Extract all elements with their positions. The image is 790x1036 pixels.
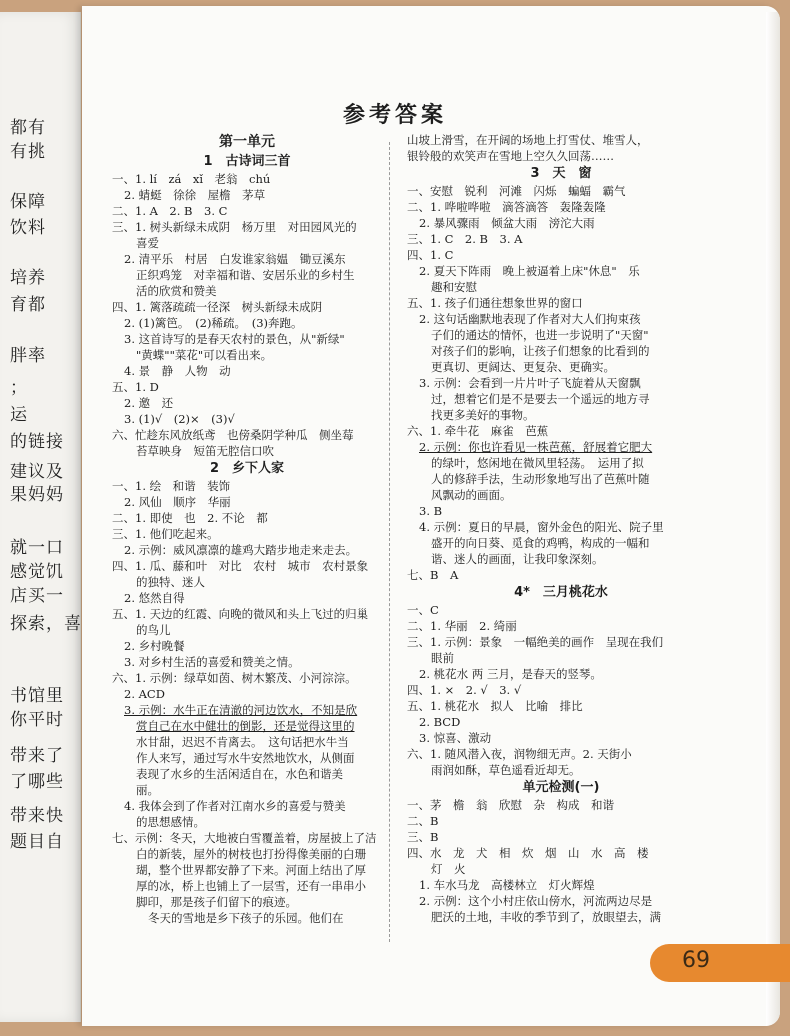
section-heading: 1 古诗词三首 [203,154,291,169]
answer-line: 雨润如酥，草色遥看近却无。 [431,763,581,777]
answer-line: 2. 邀 还 [124,396,174,410]
answer-line: 七、示例：冬天，大地被白雪覆盖着，房屋披上了洁 [112,831,377,845]
answer-line: 二、1. 即使 也 2. 不论 都 [112,511,268,525]
answer-line: 赏自己在水中健壮的倒影，还是觉得这里的 [136,719,355,733]
answer-line: 2. BCD [419,715,461,729]
answer-line: 的鸟儿 [136,623,171,637]
answer-line: 2. 暴风骤雨 倾盆大雨 滂沱大雨 [419,216,595,230]
previous-page-fragment: 你平时 [10,710,64,730]
answer-line: 一、1. 绘 和谐 装饰 [112,479,231,493]
section-heading: 2 乡下人家 [209,461,285,476]
previous-page-fragment: 胖率 [10,346,46,366]
answer-line: 谐、迷人的画面，让我印象深刻。 [431,552,604,566]
answer-line: 一、1. lí zá xǐ 老翁 chú [112,172,271,186]
previous-page-edge [0,12,81,1022]
answer-line: 五、1. D [112,380,159,394]
answer-line: 对孩子们的影响，让孩子们想象的比看到的 [431,344,650,358]
answer-line: 盛开的向日葵、觅食的鸡鸭，构成的一幅和 [431,536,650,550]
previous-page-fragment: 书馆里 [10,686,64,706]
answer-line: 三、B [407,830,439,844]
answer-line: 2. 示例：你也许看见一株芭蕉，舒展着它肥大 [419,440,653,454]
section-heading: 3 天 窗 [530,166,592,181]
answer-line: 2. 乡村晚餐 [124,639,185,653]
answer-line: 趣和安慰 [431,280,477,294]
previous-page-fragment: 培养 [10,268,46,288]
answer-line: 六、1. 牵牛花 麻雀 芭蕉 [407,424,549,438]
answer-line: 厚的冰，桥上也铺上了一层雪，还有一串串小 [136,879,366,893]
answer-line: 二、B [407,814,439,828]
previous-page-fragment: 建议及 [10,462,64,482]
answer-line: 2. 示例：威风凛凛的雄鸡大踏步地走来走去。 [124,543,358,557]
answer-line: 六、1. 示例：绿草如茵、树木繁茂、小河淙淙。 [112,671,357,685]
answer-line: 3. 这首诗写的是春天农村的景色，从"新绿" [124,332,345,346]
answer-line: 一、安慰 锐利 河滩 闪烁 蝙蝠 霸气 [407,184,626,198]
answer-line: 四、1. × 2. √ 3. √ [407,683,522,697]
answer-line: 1. 车水马龙 高楼林立 灯火辉煌 [419,878,595,892]
answer-line: 五、1. 桃花水 拟人 比喻 排比 [407,699,583,713]
answer-line: 2. 悠然自得 [124,591,185,605]
column-divider [389,142,390,942]
answer-line: 四、水 龙 犬 相 炊 烟 山 水 高 楼 [407,846,649,860]
answer-line: 2. 桃花水 两 三月，是春天的竖琴。 [419,667,602,681]
answer-line: 六、1. 随风潜入夜，润物细无声。2. 天街小 [407,747,632,761]
answer-line: 活的欣赏和赞美 [136,284,217,298]
answer-line: 3. 惊喜、激动 [419,731,492,745]
answer-line: 2. 这句话幽默地表现了作者对大人们拘束孩 [419,312,641,326]
answer-line: 肥沃的土地，丰收的季节到了，放眼望去，满 [431,910,661,924]
previous-page-fragment: 感觉饥 [10,562,64,582]
previous-page-fragment: 果妈妈 [10,485,64,505]
answer-line: "黄蝶""菜花"可以看出来。 [136,348,273,362]
answer-line: 灯 火 [431,862,466,876]
answer-line: 水甘甜，迟迟不肯离去。 这句话把水牛当 [136,735,349,749]
answer-line: 冬天的雪地是乡下孩子的乐园。他们在 [148,911,344,925]
answer-line: 一、C [407,603,439,617]
page-number: 69 [682,948,710,973]
previous-page-fragment: 运 [10,405,28,425]
answer-line: 表现了水乡的生活闲适自在，水色和谐美 [136,767,343,781]
answer-line: 2. (1)篱笆。 (2)稀疏。 (3)奔跑。 [124,316,303,330]
page-number-tab [650,944,790,982]
answer-line: 瑚，整个世界都安静了下来。河面上结出了厚 [136,863,366,877]
answer-line: 二、1. A 2. B 3. C [112,204,228,218]
answer-line: 的思想感情。 [136,815,205,829]
answer-line: 白的新装，屋外的树枝也打扮得像美丽的白珊 [136,847,366,861]
previous-page-fragment: 探索，喜 [10,614,82,634]
section-heading: 第一单元 [219,134,275,150]
page-edge-shadow [766,12,780,1026]
answer-line: 四、1. C [407,248,454,262]
answer-line: 子们的通达的情怀，也进一步说明了"天窗" [431,328,649,342]
answer-line: 2. 示例：这个小村庄依山傍水，河流两边尽是 [419,894,653,908]
previous-page-fragment: 就一口 [10,538,64,558]
answer-line: 4. 我体会到了作者对江南水乡的喜爱与赞美 [124,799,346,813]
answer-line: 2. 夏天下阵雨 晚上被逼着上床"休息" 乐 [419,264,640,278]
answer-line: 银铃般的欢笑声在雪地上空久久回荡…… [407,149,614,163]
previous-page-fragment: 的链接 [10,432,64,452]
previous-page-fragment: 题目自 [10,832,64,852]
answer-line: 更真切、更阔达、更复杂、更确实。 [431,360,615,374]
previous-page-fragment: 店买一 [10,586,64,606]
answer-line: 三、1. 他们吃起来。 [112,527,219,541]
previous-page-fragment: 带来了 [10,746,64,766]
answer-line: 二、1. 华丽 2. 绮丽 [407,619,517,633]
answer-line: 2. 蜻蜓 徐徐 屋檐 茅草 [124,188,266,202]
answer-line: 四、1. 瓜、藤和叶 对比 农村 城市 农村景象 [112,559,369,573]
previous-page-fragment: 都有 [10,118,46,138]
answer-line: 3. B [419,504,443,518]
previous-page-fragment: 保障 [10,192,46,212]
answer-line: 正织鸡笼 对幸福和谐、安居乐业的乡村生 [136,268,355,282]
previous-page-fragment: 了哪些 [10,772,64,792]
answer-line: 的绿叶，悠闲地在微风里轻荡。 运用了拟 [431,456,644,470]
answer-line: 山坡上滑雪，在开阔的场地上打雪仗、堆雪人， [407,133,649,147]
answer-line: 3. 示例：水牛正在清澈的河边饮水，不知是欣 [124,703,358,717]
answer-line: 找更多美好的事物。 [431,408,535,422]
answer-line: 喜爱 [136,236,159,250]
answer-line: 三、1. C 2. B 3. A [407,232,523,246]
answer-line: 五、1. 孩子们通往想象世界的窗口 [407,296,583,310]
answer-line: 2. ACD [124,687,165,701]
answer-line: 六、忙趁东风放纸鸢 也傍桑阴学种瓜 侧坐莓 [112,428,354,442]
previous-page-fragment: 饮料 [10,218,46,238]
answer-line: 过，想着它们是不是要去一个遥远的地方寻 [431,392,650,406]
answer-line: 作人来写，通过写水牛安然地饮水，从侧面 [136,751,355,765]
answer-line: 2. 风仙 顺序 华丽 [124,495,231,509]
answer-line: 3. 示例：会看到一片片叶子飞旋着从天窗飘 [419,376,641,390]
previous-page-fragment: 育都 [10,295,46,315]
answer-line: 一、茅 檐 翁 欣慰 杂 构成 和谐 [407,798,614,812]
answer-line: 丽。 [136,783,159,797]
answer-line: 4. 景 静 人物 动 [124,364,231,378]
answer-line: 四、1. 篱落疏疏一径深 树头新绿未成阴 [112,300,323,314]
answer-line: 七、B A [407,568,459,582]
previous-page-fragment: 有挑 [10,142,46,162]
answer-line: 苔草映身 短笛无腔信口吹 [136,444,274,458]
page-title: 参考答案 [342,102,447,128]
section-heading: 单元检测(一) [522,780,600,795]
answer-line: 的独特、迷人 [136,575,205,589]
answer-line: 风飘动的画面。 [431,488,512,502]
answer-line: 脚印，那是孩子们留下的痕迹。 [136,895,297,909]
previous-page-fragment: ； [10,378,28,398]
answer-line: 4. 示例：夏日的早晨，窗外金色的阳光、院子里 [419,520,664,534]
answer-line: 三、1. 树头新绿未成阴 杨万里 对田园风光的 [112,220,357,234]
section-heading: 4* 三月桃花水 [514,585,608,600]
right-answer-column [407,132,715,925]
answer-line: 3. (1)√ (2)× (3)√ [124,412,235,426]
answer-line: 二、1. 哗啦哗啦 滴答滴答 轰隆轰隆 [407,200,606,214]
answer-line: 五、1. 天边的红霞、向晚的微风和头上飞过的归巢 [112,607,369,621]
answer-line: 眼前 [431,651,454,665]
previous-page-fragment: 带来快 [10,806,64,826]
answer-line: 三、1. 示例：景象 一幅绝美的画作 呈现在我们 [407,635,664,649]
answer-line: 人的修辞手法，生动形象地写出了芭蕉叶随 [431,472,650,486]
answer-line: 2. 清平乐 村居 白发谁家翁媪 锄豆溪东 [124,252,346,266]
answer-line: 3. 对乡村生活的喜爱和赞美之情。 [124,655,300,669]
left-answer-column [112,132,382,926]
